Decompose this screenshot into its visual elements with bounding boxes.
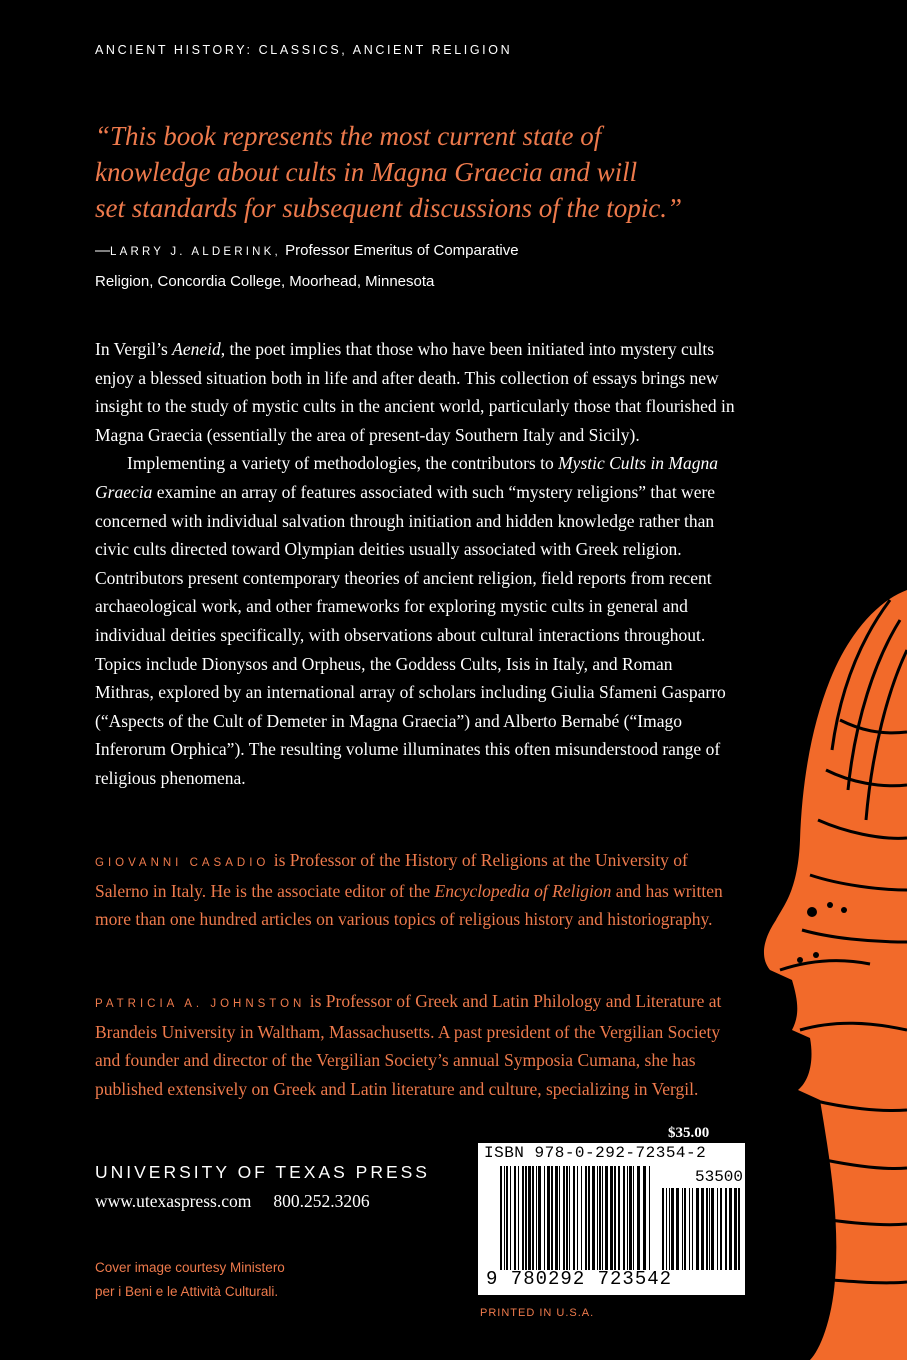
text: Implementing a variety of methodologies, the contributors to	[127, 453, 559, 474]
credit-line: Cover image courtesy Ministero	[95, 1260, 285, 1275]
credit-line: per i Beni e le Attività Culturali.	[95, 1284, 279, 1299]
isbn-barcode	[500, 1166, 650, 1270]
barcode-bar	[633, 1166, 634, 1270]
publisher-name: UNIVERSITY OF TEXAS PRESS	[95, 1162, 430, 1182]
book-title: Aeneid	[172, 339, 221, 359]
barcode-bar	[706, 1188, 708, 1270]
barcode-bar	[709, 1188, 710, 1270]
review-quote	[95, 118, 715, 226]
barcode-bar	[720, 1188, 722, 1270]
barcode-bar	[506, 1166, 508, 1270]
barcode-bar	[725, 1188, 727, 1270]
barcode-bar	[555, 1166, 558, 1270]
quote-author-affiliation: Religion, Concordia College, Moorhead, Minnesota	[95, 273, 435, 290]
price-code: 53500	[695, 1168, 744, 1186]
barcode-bar	[701, 1188, 704, 1270]
barcode-bar	[637, 1166, 640, 1270]
barcode-bar	[577, 1166, 578, 1270]
price-label: $35.00	[668, 1125, 710, 1141]
barcode-bar	[559, 1166, 560, 1270]
barcode-bar	[504, 1166, 505, 1270]
book-description	[95, 335, 735, 793]
barcode-bar	[676, 1188, 679, 1270]
barcode-bar	[581, 1166, 582, 1270]
barcode-bar	[522, 1166, 524, 1270]
publisher-contact	[95, 1191, 392, 1212]
barcode-bar	[538, 1166, 541, 1270]
description-paragraph-1	[95, 335, 735, 449]
vase-figure-illustration	[740, 560, 907, 1360]
barcode-bar	[692, 1188, 693, 1270]
author-name: PATRICIA A. JOHNSTON	[95, 998, 306, 1010]
bio-text: is Professor of Greek and Latin Philology and Literature at Brandeis University in Waltham, Massachusetts. A past president of the Vergilian Society and founder and director of the Vergilian Society’s annual Symposia Cumana, she has published extensively on Greek and Latin literature and culture, specializing in Vergil.	[95, 991, 722, 1099]
barcode-bar	[569, 1166, 570, 1270]
printed-in-label: PRINTED IN U.S.A.	[480, 1307, 595, 1319]
barcode-bar	[618, 1166, 620, 1270]
barcode-bar	[588, 1166, 590, 1270]
barcode-bar	[544, 1166, 545, 1270]
description-paragraph-2	[95, 449, 735, 792]
barcode-bar	[500, 1166, 502, 1270]
bio-text: and has written more than one hundred articles on various topics of religious history and historiography.	[95, 881, 723, 930]
author-bio-casadio	[95, 846, 735, 934]
barcode-bar	[610, 1166, 613, 1270]
barcode-bar	[547, 1166, 550, 1270]
barcode-bar	[614, 1166, 616, 1270]
bio-text: is Professor of the History of Religions at the University of Salerno in Italy. He is the associate editor of the	[95, 850, 688, 902]
barcode-bar	[627, 1166, 628, 1270]
barcode-bar	[528, 1166, 531, 1270]
attribution-dash: —	[95, 242, 110, 259]
barcode-bar	[585, 1166, 587, 1270]
barcode-bar	[536, 1166, 537, 1270]
category-label: ANCIENT HISTORY: CLASSICS, ANCIENT RELIGION	[95, 43, 513, 57]
barcode-bar	[734, 1188, 737, 1270]
barcode-bar	[629, 1166, 632, 1270]
barcode-bar	[510, 1166, 511, 1270]
quote-author: LARRY J. ALDERINK,	[110, 246, 281, 258]
author-bio-johnston	[95, 987, 735, 1103]
barcode-bar	[525, 1166, 527, 1270]
barcode-bar	[599, 1166, 601, 1270]
barcode-bar	[684, 1188, 686, 1270]
quote-line: knowledge about cults in Magna Graecia and will	[95, 157, 638, 187]
barcode-bar	[566, 1166, 568, 1270]
publisher-phone: 800.252.3206	[273, 1191, 370, 1211]
author-name: GIOVANNI CASADIO	[95, 857, 270, 869]
quote-line: “This book represents the most current state of	[95, 121, 602, 151]
quote-line: set standards for subsequent discussions of the topic.”	[95, 193, 683, 223]
barcode-bar	[592, 1166, 595, 1270]
barcode-bar	[532, 1166, 534, 1270]
barcode-bar	[518, 1166, 519, 1270]
barcode-bar	[573, 1166, 575, 1270]
barcode-bar	[682, 1188, 683, 1270]
barcode-bar	[711, 1188, 714, 1270]
isbn-label: ISBN 978-0-292-72354-2	[484, 1144, 707, 1162]
book-title: Mystic Cults in Magna Graecia	[95, 453, 719, 502]
barcode-bar	[602, 1166, 603, 1270]
barcode-bar	[662, 1188, 664, 1270]
barcode-bar	[696, 1188, 699, 1270]
quote-attribution	[95, 236, 695, 296]
barcode-bar	[649, 1166, 650, 1270]
barcode-bar	[666, 1188, 667, 1270]
barcode-bar	[514, 1166, 516, 1270]
barcode-bar	[671, 1188, 674, 1270]
text: examine an array of features associated with such “mystery religions” that were concerned with individual salvation through initiation and hidden knowledge rather than civic cults directed toward Olympian deities usually associated with Greek religion. Contributors present contemporary theories of ancient religion, field reports from recent archaeological work, and other frameworks for exploring mystic cults in general and individual deities specifically, with observations about cultural interactions throughout. Topics include Dionysos and Orpheus, the Goddess Cults, Isis in Italy, and Roman Mithras, explored by an international array of scholars including Giulia Sfameni Gasparro (“Aspects of the Cult of Demeter in Magna Graecia”) and Alberto Bernabé (“Imago Inferorum Orphica”). The resulting volume illuminates this often misunderstood range of religious phenomena.	[95, 481, 726, 788]
barcode-bar	[563, 1166, 565, 1270]
barcode-bar	[643, 1166, 646, 1270]
cover-credit	[95, 1256, 335, 1304]
barcode-bar	[689, 1188, 690, 1270]
publisher-website: www.utexaspress.com	[95, 1191, 252, 1211]
text: In Vergil’s	[95, 339, 173, 359]
barcode-bar	[623, 1166, 625, 1270]
barcode-bar	[669, 1188, 670, 1270]
publication-title: Encyclopedia of Religion	[434, 881, 612, 902]
isbn-digits: 9 780292 723542	[486, 1268, 673, 1290]
text: , the poet implies that those who have been initiated into mystery cults enjoy a blessed situation both in life and after death. This collection of essays brings new insight to the study of mystic cults in the ancient world, particularly those that flourished in Magna Graecia (essentially the area of present-day Southern Italy and Sicily).	[95, 339, 735, 445]
barcode-bar	[729, 1188, 732, 1270]
price-barcode	[662, 1188, 740, 1270]
barcode-bar	[738, 1188, 740, 1270]
barcode-bar	[605, 1166, 608, 1270]
barcode-bar	[551, 1166, 553, 1270]
barcode-bar	[597, 1166, 598, 1270]
barcode-bar	[717, 1188, 718, 1270]
quote-author-title: Professor Emeritus of Comparative	[280, 242, 519, 259]
